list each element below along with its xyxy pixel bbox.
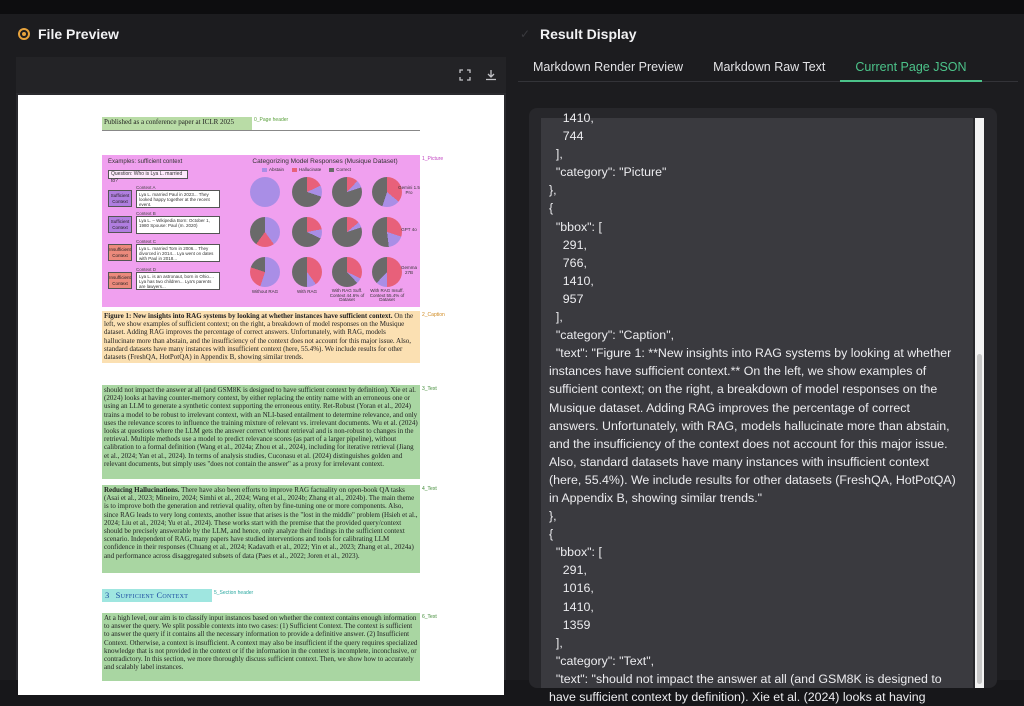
column-label: Without RAG bbox=[251, 289, 279, 294]
region-label-text: 4_Text bbox=[422, 486, 437, 492]
context-name: Context C bbox=[136, 239, 157, 244]
json-content: 1410, 744 ], "category": "Picture" }, { "bbox": [ 291, 766, 1410, 957 ], "category": "Caption", "text": "Figure 1: **New insights into RAG systems by looking at whether instances have sufficient context.** On the left, we show examples of sufficient context; on the right, a breakdown of model responses on the Musique dataset. Adding RAG improves the percentage of correct answers. Unfortunately, with RAG, models hallucinate more than abstain, and the insufficiency of the context does not account for this major issue. Also, standard datasets have many instances with insufficient context (here, 55.4%). We include results for other datasets (FreshQA, HotPotQA) in Appendix B, showing similar trends." }, { "bbox": [ 291, 1016, 1410, 1359 ], "category": "Text", "text": "should not impact the answer at all (and GSM8K is designed to have sufficient context by definition). Xie et al. (2024) looks at having bbox=[549, 111, 956, 704]
region-page-header[interactable] bbox=[102, 117, 252, 130]
scrollbar[interactable] bbox=[975, 118, 984, 688]
document-page bbox=[18, 95, 504, 695]
scrollbar-thumb[interactable] bbox=[977, 354, 982, 684]
pie-chart bbox=[292, 217, 322, 247]
caption-bold: Figure 1: New insights into RAG systems by looking at whether instances have sufficient context. bbox=[104, 312, 393, 320]
context-body: Lya L. is an astronaut, born in Ohio.... Lya has two children... Lya's parents are lawyers... bbox=[136, 272, 220, 290]
text-body: should not impact the answer at all (and GSM8K is designed to have sufficient context by definition). Xie et al. (2024) looks at having counter-memory context, by either replacing the entity name with an erroneous one or using an LLM to generate a synthetic context supporting the erroneous entity. Ret-Robust (Yoran et al., 2024) trains a model to be robust to irrelevant context, with an NLI-based entailment to determine relevance, and only uses the relevance scores to influence the training mixture of relevant vs. irrelevant documents. Wu et al. (2024) looks at questions where the LLM gets the answer correct without retrieval and is non-robust to changes in the retrieval. Multiple methods use a model to predict relevance scores (as part of a larger pipeline), without calibration to a formal definition (Wang et al., 2024a; Zhou et al., 2024), including for iterative retrieval (Jiang et al., 2024; Yan et al., 2024). In terms of analysis studies, Cuconasu et al. (2024) distinguishes golden and relevant documents, but simply uses "does not contain the answer" as a proxy for irrelevant context. bbox=[104, 386, 418, 468]
text-body: There have also been efforts to improve RAG factuality on open-book QA tasks (Asai et al., 2023; Mineiro, 2024; Simhi et al., 2024; Wang et al., 2024b; Zhang et al., 2024b). The main theme is to improve both the generation and retrieval quality, often by fine-tuning one or more components. Also, since RAG leads to very long contexts, another issue that arises is the "lost in the middle" problem (Hsieh et al., 2024; Liu et al., 2024; Yu et al., 2024). These works start with the premise that the provided query/context should be precisely answerable by the LLM, and hence, only analyze their findings in the sufficient context scenario. Independent of RAG, many papers have studied interventions and tools for calibrating LLM confidence in their responses (Chuang et al., 2024; Kadavath et al., 2022; Yin et al., 2023; Zhang et al., 2024a) and performance across disaggregated subsets of data (Paes et al., 2022; Joren et al., 2023). bbox=[104, 486, 418, 560]
header-rule bbox=[102, 130, 420, 131]
region-text[interactable] bbox=[102, 485, 420, 573]
figure-left-title: Examples: sufficient context bbox=[108, 159, 183, 165]
column-label: With RAG Suff. Context 44.6% of Dataset bbox=[329, 288, 365, 303]
context-tag: Sufficient Context bbox=[108, 216, 132, 233]
preview-toolbar bbox=[16, 57, 506, 93]
section-number: 3 bbox=[105, 590, 110, 600]
file-preview-panel bbox=[0, 14, 512, 680]
json-viewer[interactable] bbox=[541, 111, 973, 704]
eye-icon bbox=[18, 28, 30, 40]
pie-chart bbox=[250, 217, 280, 247]
column-label: With RAG bbox=[296, 289, 317, 294]
pie-chart bbox=[250, 177, 280, 207]
section-title: Sufficient Context bbox=[115, 590, 189, 600]
column-label: With RAG Insuff. Context 55.4% of Dataset bbox=[369, 288, 405, 303]
region-section-header[interactable] bbox=[102, 589, 212, 602]
region-caption[interactable] bbox=[102, 311, 420, 363]
context-row-a bbox=[108, 185, 220, 209]
context-body: Lya L. married Tom in 2006... They divorced in 2014... Lya went on dates with Paul in 2018... bbox=[136, 244, 220, 262]
pie-chart bbox=[372, 217, 402, 247]
pie-chart bbox=[292, 257, 322, 287]
pie-chart bbox=[292, 177, 322, 207]
region-text[interactable] bbox=[102, 385, 420, 479]
figure-legend bbox=[262, 167, 351, 172]
context-tag: Sufficient Context bbox=[108, 190, 132, 207]
model-label: GPT 4o bbox=[401, 227, 417, 232]
context-body: Lya L. – Wikipedia Born: October 1, 1980 Spouse: Paul (m. 2020) bbox=[136, 216, 220, 234]
text-body: At a high level, our aim is to classify input instances based on whether the context contains enough information to answer the query. We split possible contexts into two cases: (1) Sufficient Context. The context is sufficient to answer the query if it contains all the necessary information to provide a definitive answer. (2) Insufficient Context. Otherwise, a context is insufficient. A context may also be insufficient if the query requires specialized knowledge that is not provided in the context or if the information in the context is incomplete, inconclusive, or contradictory. In this section, we more thoroughly discuss sufficient context. Then, we show how to accurately and scalably label instances. bbox=[104, 614, 418, 672]
region-label-section: 5_Section header bbox=[214, 590, 254, 596]
region-text[interactable] bbox=[102, 613, 420, 681]
context-tag: Insufficient Context bbox=[108, 272, 132, 289]
preview-frame[interactable] bbox=[16, 57, 506, 680]
file-preview-header bbox=[18, 25, 119, 43]
context-row-d bbox=[108, 267, 220, 291]
pie-chart bbox=[332, 257, 362, 287]
context-row-c bbox=[108, 239, 220, 263]
download-icon[interactable] bbox=[482, 66, 500, 84]
tab-markdown-raw-text[interactable]: Markdown Raw Text bbox=[713, 60, 826, 74]
region-label-text: 6_Text bbox=[422, 614, 437, 620]
top-bar bbox=[0, 0, 1024, 14]
tab-current-page-json[interactable]: Current Page JSON bbox=[840, 56, 981, 82]
model-label: Gemini 1.5 Pro bbox=[398, 185, 420, 195]
result-tabs bbox=[518, 56, 1018, 82]
context-name: Context D bbox=[136, 267, 157, 272]
json-card bbox=[529, 108, 997, 704]
caption-text: On the left, we show examples of sufficient context; on the right, a breakdown of model responses on the Musique dataset. Adding RAG improves the percentage of correct answers. Unfortunately, with RAG, models hallucinate more than abstain, and the insufficiency of the context does not account for this major issue. Also, standard datasets have many instances with insufficient context (here, 55.4%). We include results for other datasets (FreshQA, HotPotQA) in Appendix B, showing similar trends. bbox=[104, 312, 414, 362]
pie-chart bbox=[332, 217, 362, 247]
legend-correct: Correct bbox=[329, 167, 351, 172]
pie-chart bbox=[250, 257, 280, 287]
figure-right-title: Categorizing Model Responses (Musique Dataset) bbox=[252, 158, 398, 165]
text-bold: Reducing Hallucinations. bbox=[104, 486, 180, 494]
legend-hallucinate: Hallucinate bbox=[292, 167, 321, 172]
region-label-picture: 1_Picture bbox=[422, 156, 444, 162]
fullscreen-icon[interactable] bbox=[456, 66, 474, 84]
region-label-header: 0_Page header bbox=[254, 117, 289, 123]
model-label: Gemma 27B bbox=[400, 265, 417, 275]
result-display-header bbox=[520, 25, 636, 43]
region-picture[interactable] bbox=[102, 155, 420, 307]
result-display-title: Result Display bbox=[540, 26, 637, 42]
context-row-b bbox=[108, 211, 220, 235]
region-label-caption: 2_Caption bbox=[422, 312, 445, 318]
region-label-text: 3_Text bbox=[422, 386, 437, 392]
tab-markdown-render-preview[interactable]: Markdown Render Preview bbox=[533, 60, 684, 74]
context-name: Context A bbox=[136, 185, 156, 190]
file-preview-title: File Preview bbox=[38, 26, 119, 42]
context-body: Lya L. married Paul in 2023... They looked happy together at the recent event. bbox=[136, 190, 220, 208]
page-header-text: Published as a conference paper at ICLR 2025 bbox=[104, 118, 235, 126]
context-name: Context B bbox=[136, 211, 156, 216]
result-display-panel bbox=[512, 14, 1024, 704]
pie-chart bbox=[332, 177, 362, 207]
check-icon: ✓ bbox=[520, 27, 531, 41]
figure-question: Question: Who is Lya L. married to? bbox=[108, 170, 188, 179]
context-tag: Insufficient Context bbox=[108, 244, 132, 261]
legend-abstain: Abstain bbox=[262, 167, 284, 172]
